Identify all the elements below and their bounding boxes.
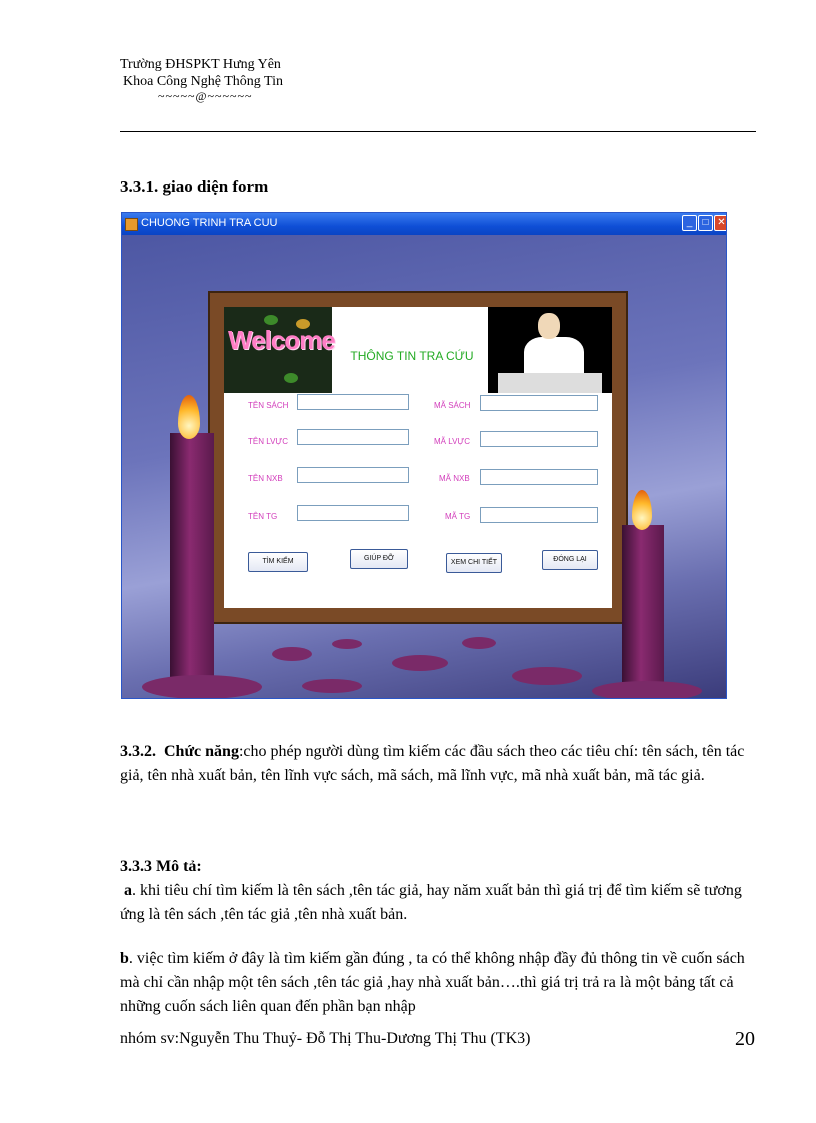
minimize-icon[interactable]: _ — [682, 215, 697, 231]
wax-puddle — [462, 637, 496, 649]
label-ma-nxb: MÃ NXB — [439, 474, 470, 483]
window-client-area — [122, 235, 726, 699]
section-332-title: Chức năng — [164, 743, 239, 760]
wax-puddle — [592, 681, 702, 699]
label-ma-lvuc: MÃ LVỰC — [434, 437, 471, 446]
window-titlebar — [122, 213, 726, 235]
faculty-name: Khoa Công Nghệ Thông Tin — [123, 74, 283, 89]
item-b-text: . việc tìm kiếm ở đây là tìm kiếm gần đúng , ta có thể không nhập đầy đủ thông tin về cuốn sách mà chỉ cần nhập một tên sách ,tên tác giả ,hay nhà xuất bản….thì giá trị trả ra là một bảng tất cả những cuốn sách liên quan đến phần bạn nhập — [120, 950, 745, 1015]
leaf-icon — [264, 315, 278, 325]
ten-nxb-input[interactable] — [297, 467, 409, 483]
maximize-icon[interactable]: □ — [698, 215, 713, 231]
flame-icon — [178, 395, 200, 439]
panel-title: THÔNG TIN TRA CỨU — [350, 349, 474, 363]
ma-nxb-input[interactable] — [480, 469, 598, 485]
label-ten-tg: TÊN TG — [248, 512, 278, 521]
section-331-number: 3.3.1. — [120, 177, 159, 196]
section-332 — [120, 740, 760, 788]
section-333-b — [120, 947, 760, 1019]
page-header — [120, 56, 283, 102]
section-332-text: :cho phép người dùng tìm kiếm các đầu sách theo các tiêu chí: tên sách, tên tác giả, tên nhà xuất bản, tên lĩnh vực sách, mã sách, mã lĩnh vực, mã nhà xuất bản, mã tác giả. — [120, 743, 745, 784]
welcome-image — [224, 307, 335, 393]
flame-icon — [632, 490, 652, 530]
welcome-text: Welcome — [228, 325, 335, 355]
page-number: 20 — [735, 1028, 755, 1050]
wax-puddle — [392, 655, 448, 671]
section-333-heading: 3.3.3 Mô tả: — [120, 858, 202, 875]
label-ma-sach: MÃ SÁCH — [434, 401, 471, 410]
label-ma-tg: MÃ TG — [445, 512, 471, 521]
section-331-heading — [120, 177, 268, 197]
label-ten-sach: TÊN SÁCH — [248, 401, 289, 410]
wax-puddle — [272, 647, 312, 661]
school-name: Trường ĐHSPKT Hưng Yên — [120, 57, 281, 72]
ma-sach-input[interactable] — [480, 395, 598, 411]
scientist-writing-image — [488, 307, 612, 393]
item-b-label: b — [120, 950, 129, 967]
ma-lvuc-input[interactable] — [480, 431, 598, 447]
header-rule — [120, 131, 756, 132]
label-ten-nxb: TÊN NXB — [248, 474, 283, 483]
xem-chi-tiet-button[interactable]: XEM CHI TIẾT — [446, 553, 502, 573]
item-a-label: a — [124, 882, 132, 899]
item-a-text: . khi tiêu chí tìm kiếm là tên sách ,tên tác giả, hay năm xuất bản thì giá trị để tìm kiếm sẽ tương ứng là tên sách ,tên tác giả ,tên nhà xuất bản. — [120, 882, 742, 923]
wax-puddle — [332, 639, 362, 649]
section-333-a — [120, 879, 760, 927]
leaf-icon — [284, 373, 298, 383]
wax-puddle — [142, 675, 262, 699]
wax-puddle — [302, 679, 362, 693]
board-frame — [208, 291, 628, 624]
app-icon — [125, 218, 138, 231]
candle-left — [170, 433, 214, 693]
tim-kiem-button[interactable]: TÌM KIẾM — [248, 552, 308, 572]
label-ten-lvuc: TÊN LVỰC — [248, 437, 289, 446]
ma-tg-input[interactable] — [480, 507, 598, 523]
form-screenshot-window — [121, 212, 727, 699]
wax-puddle — [512, 667, 582, 685]
section-331-title: giao diện form — [162, 177, 269, 196]
ten-sach-input[interactable] — [297, 394, 409, 410]
giup-do-button[interactable]: GIÚP ĐỠ — [350, 549, 408, 569]
window-title: CHUONG TRINH TRA CUU — [141, 217, 278, 229]
close-icon[interactable]: ✕ — [714, 215, 727, 231]
ten-lvuc-input[interactable] — [297, 429, 409, 445]
footer-authors: nhóm sv:Nguyễn Thu Thuỷ- Đỗ Thị Thu-Dương Thị Thu (TK3) — [120, 1030, 531, 1047]
candle-right — [622, 525, 664, 695]
ten-tg-input[interactable] — [297, 505, 409, 521]
section-332-number: 3.3.2. — [120, 743, 156, 760]
dong-lai-button[interactable]: ĐÓNG LẠI — [542, 550, 598, 570]
search-panel — [224, 307, 612, 608]
header-ornament: ~~~~~@~~~~~~ — [158, 89, 253, 103]
